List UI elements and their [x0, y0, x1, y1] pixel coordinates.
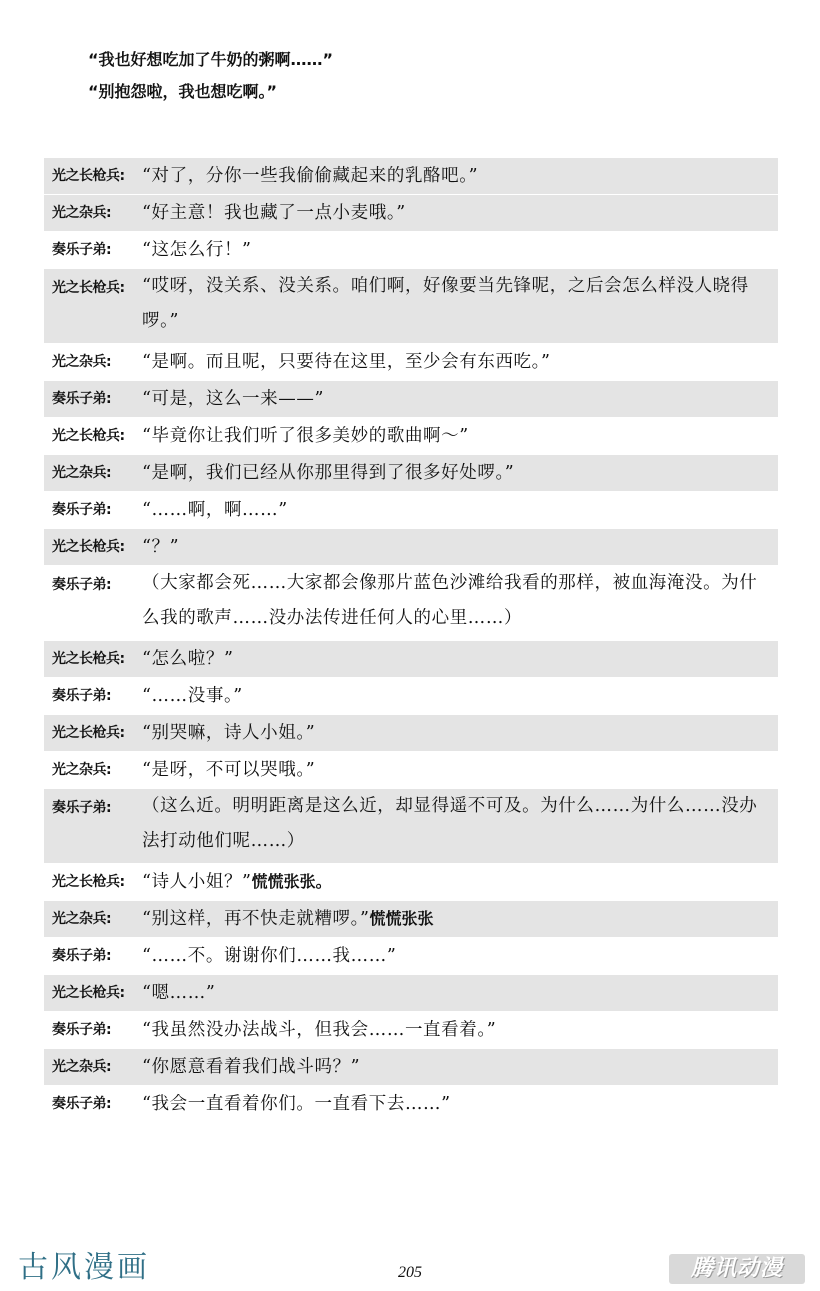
dialogue-row [44, 752, 778, 788]
dialogue-text: “怎么啦？” [142, 648, 234, 669]
intro-block [88, 44, 788, 108]
dialogue-list [44, 158, 778, 1123]
intro-line: “我也好想吃加了牛奶的粥啊……” [88, 50, 334, 69]
dialogue-row [44, 529, 778, 565]
sound-effect-text: 慌慌张张。 [251, 872, 332, 891]
watermark-logo-left: 古风漫画 [18, 1250, 150, 1285]
intro-line: “别抱怨啦，我也想吃啊。” [88, 82, 278, 101]
dialogue-text: “哎呀，没关系、没关系。咱们啊，好像要当先锋呢，之后会怎么样没人晓得啰。” [142, 276, 749, 331]
dialogue-text: （大家都会死……大家都会像那片蓝色沙滩给我看的那样，被血海淹没。为什么我的歌声……没办法传进任何人的心里……） [142, 573, 758, 628]
dialogue-row [44, 938, 778, 974]
dialogue-text: “？” [142, 536, 180, 557]
dialogue-text: “……没事。” [142, 685, 243, 706]
speaker-label: 光之长枪兵: [52, 539, 125, 555]
dialogue-row [44, 492, 778, 528]
speaker-label: 光之长枪兵: [52, 651, 125, 667]
speaker-label: 光之杂兵: [52, 465, 112, 481]
dialogue-text: “……啊，啊……” [142, 499, 288, 520]
dialogue-text: “可是，这么一来——” [142, 388, 324, 409]
dialogue-row [44, 1049, 778, 1085]
dialogue-quote: “诗人小姐？” [142, 872, 252, 892]
dialogue-text: “……不。谢谢你们……我……” [142, 945, 397, 966]
dialogue-row [44, 1086, 778, 1122]
dialogue-row [44, 641, 778, 677]
dialogue-text: “你愿意看着我们战斗吗？” [142, 1056, 361, 1077]
dialogue-row [44, 158, 778, 194]
speaker-label: 光之杂兵: [52, 205, 112, 221]
dialogue-row [44, 344, 778, 380]
speaker-label: 奏乐子弟: [52, 1096, 112, 1112]
dialogue-row [44, 864, 778, 900]
dialogue-text: “毕竟你让我们听了很多美妙的歌曲啊～” [142, 425, 469, 446]
page-number: 205 [398, 1264, 422, 1281]
dialogue-text: “我会一直看着你们。一直看下去……” [142, 1093, 451, 1114]
dialogue-text: “别哭嘛，诗人小姐。” [142, 722, 316, 743]
dialogue-text: “是啊。而且呢，只要待在这里，至少会有东西吃。” [142, 351, 551, 372]
speaker-label: 奏乐子弟: [52, 502, 112, 518]
dialogue-row [44, 566, 778, 640]
speaker-label: 奏乐子弟: [52, 242, 112, 258]
speaker-label: 奏乐子弟: [52, 391, 112, 407]
speaker-label: 奏乐子弟: [52, 688, 112, 704]
speaker-label: 奏乐子弟: [52, 948, 112, 964]
dialogue-text [142, 901, 434, 937]
dialogue-text: “这怎么行！” [142, 239, 252, 260]
speaker-label: 光之长枪兵: [52, 985, 125, 1001]
speaker-label: 光之长枪兵: [52, 168, 125, 184]
dialogue-row [44, 418, 778, 454]
speaker-label: 奏乐子弟: [52, 577, 112, 593]
dialogue-text: “是呀，不可以哭哦。” [142, 759, 316, 780]
speaker-label: 奏乐子弟: [52, 1022, 112, 1038]
dialogue-text [142, 864, 332, 900]
speaker-label: 光之长枪兵: [52, 280, 125, 296]
dialogue-row [44, 789, 778, 863]
dialogue-text: （这么近。明明距离是这么近，却显得遥不可及。为什么……为什么……没办法打动他们呢……） [142, 796, 758, 851]
speaker-label: 光之杂兵: [52, 354, 112, 370]
dialogue-row [44, 901, 778, 937]
dialogue-text: “嗯……” [142, 982, 216, 1003]
watermark-logo-right: 腾讯动漫 [669, 1254, 805, 1284]
speaker-label: 光之长枪兵: [52, 874, 125, 890]
dialogue-quote: “别这样，再不快走就糟啰。” [142, 909, 370, 929]
dialogue-row [44, 269, 778, 343]
speaker-label: 光之长枪兵: [52, 428, 125, 444]
sound-effect-text: 慌慌张张 [369, 909, 434, 928]
dialogue-row [44, 455, 778, 491]
dialogue-row [44, 195, 778, 231]
dialogue-text: “好主意！我也藏了一点小麦哦。” [142, 202, 406, 223]
dialogue-row [44, 232, 778, 268]
speaker-label: 光之杂兵: [52, 762, 112, 778]
speaker-label: 奏乐子弟: [52, 800, 112, 816]
dialogue-text: “对了，分你一些我偷偷藏起来的乳酪吧。” [142, 165, 479, 186]
speaker-label: 光之杂兵: [52, 1059, 112, 1075]
dialogue-row [44, 678, 778, 714]
dialogue-text: “我虽然没办法战斗，但我会……一直看着。” [142, 1019, 497, 1040]
speaker-label: 光之杂兵: [52, 911, 112, 927]
dialogue-row [44, 715, 778, 751]
speaker-label: 光之长枪兵: [52, 725, 125, 741]
dialogue-text: “是啊，我们已经从你那里得到了很多好处啰。” [142, 462, 515, 483]
dialogue-row [44, 1012, 778, 1048]
dialogue-row [44, 381, 778, 417]
dialogue-row [44, 975, 778, 1011]
